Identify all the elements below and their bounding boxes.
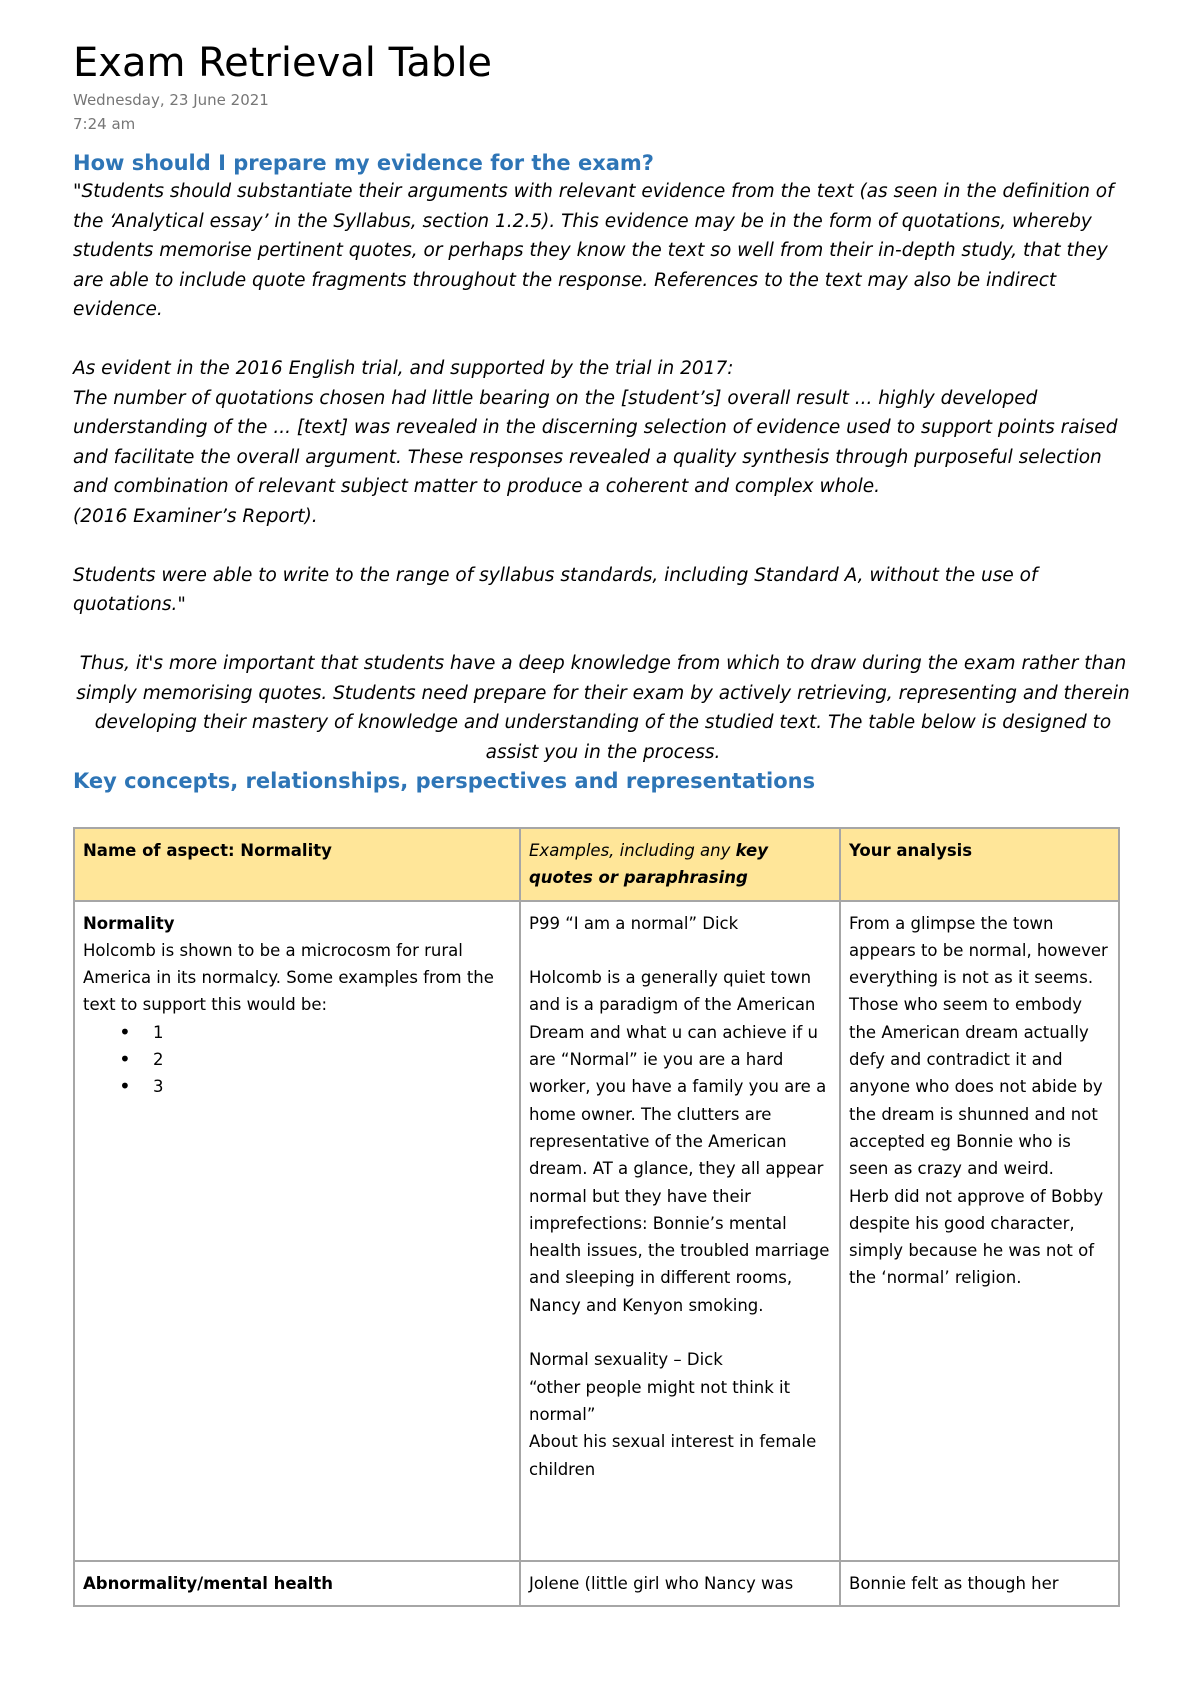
cell-aspect-normality[interactable]	[74, 901, 520, 1561]
analysis-paragraph-herb: Herb did not approve of Bobby despite his good character, simply because he was not of the ‘normal’ religion.	[849, 1186, 1104, 1288]
header-analysis[interactable]: Your analysis	[840, 828, 1119, 901]
quote-paragraph-3: Students were able to write to the range of syllabus standards, including Standard A, without the use of quotations."	[73, 564, 1038, 615]
cell-analysis-normality[interactable]	[840, 901, 1119, 1561]
cell-aspect-abnormality[interactable]: Abnormality/mental health	[74, 1561, 520, 1606]
header-aspect[interactable]: Name of aspect: Normality	[74, 828, 520, 901]
retrieval-table	[73, 827, 1120, 1607]
date-stamp: Wednesday, 23 June 2021	[73, 91, 269, 109]
list-item: • 3	[153, 1073, 511, 1100]
cell-examples-abnormality[interactable]: Jolene (little girl who Nancy was	[520, 1561, 840, 1606]
header-examples[interactable]: Examples, including any key quotes or paraphrasing	[520, 828, 840, 901]
cell-analysis-abnormality[interactable]: Bonnie felt as though her	[840, 1561, 1119, 1606]
quote-paragraph-1: "Students should substantiate their arguments with relevant evidence from the text (as seen in the definition of the ‘Analytical essay’ in the Syllabus, section 1.2.5). This evidence may be in the form of quotations, whereby students memorise pertinent quotes, or perhaps they know the text so well from their in-depth study, that they are able to include quote fragments throughout the response. References to the text may also be indirect evidence.	[73, 181, 1114, 320]
document-page	[73, 38, 1133, 795]
bullet-list	[83, 1019, 511, 1101]
table-row	[74, 1561, 1119, 1606]
example-sexuality-quote: “other people might not think it normal”	[529, 1377, 791, 1424]
quote-paragraph-2-body: The number of quotations chosen had little bearing on the [student’s] overall result ... highly developed understanding of the ... [text] was revealed in the discerning selection of evidence used to support points raised and facilitate the overall argument. These responses revealed a quality synthesis through purposeful selection and combination of relevant subject matter to produce a coherent and complex whole.	[73, 387, 1118, 497]
time-stamp: 7:24 am	[73, 115, 136, 133]
example-sexuality-note: About his sexual interest in female children	[529, 1432, 817, 1479]
quote-paragraph-2-source: (2016 Examiner’s Report).	[73, 505, 318, 527]
example-sexuality-heading: Normal sexuality – Dick	[529, 1350, 723, 1370]
quote-paragraph-2-intro: As evident in the 2016 English trial, and supported by the trial in 2017:	[73, 358, 734, 379]
example-paragraph: Holcomb is a generally quiet town and is a paradigm of the American Dream and what u can achieve if u are “Normal” ie you are a hard worker, you have a family you are a home owner. The clutters are representative of the American dream. AT a glance, they all appear normal but they have their imprefections: Bonnie’s mental health issues, the troubled marriage and sleeping in different rooms, Nancy and Kenyon smoking.	[529, 968, 830, 1315]
summary-paragraph: Thus, it's more important that students have a deep knowledge from which to draw during the exam rather than simply memorising quotes. Students need prepare for their exam by actively retrieving, representing and therein developing their mastery of knowledge and understanding of the studied text. The table below is designed to assist you in the process.	[76, 653, 1130, 763]
example-quote: P99 “I am a normal” Dick	[529, 913, 739, 933]
table-header-row	[74, 828, 1119, 901]
aspect-intro: Holcomb is shown to be a microcosm for rural America in its normalcy. Some examples from the text to support this would be:	[83, 940, 494, 1015]
syllabus-quote	[73, 177, 1133, 767]
list-item: • 1	[153, 1019, 511, 1046]
aspect-title: Normality	[83, 913, 175, 933]
page-title: Exam Retrieval Table	[73, 40, 493, 86]
section-heading-concepts: Key concepts, relationships, perspectives and representations	[73, 769, 816, 793]
analysis-paragraph: From a glimpse the town appears to be normal, however everything is not as it seems. Those who seem to embody the American dream actually defy and contradict it and anyone who does not abide by the dream is shunned and not accepted eg Bonnie who is seen as crazy and weird.	[849, 913, 1108, 1179]
list-item: • 2	[153, 1046, 511, 1073]
section-heading-prepare: How should I prepare my evidence for the exam?	[73, 151, 654, 175]
table-row	[74, 901, 1119, 1561]
cell-examples-normality[interactable]	[520, 901, 840, 1561]
